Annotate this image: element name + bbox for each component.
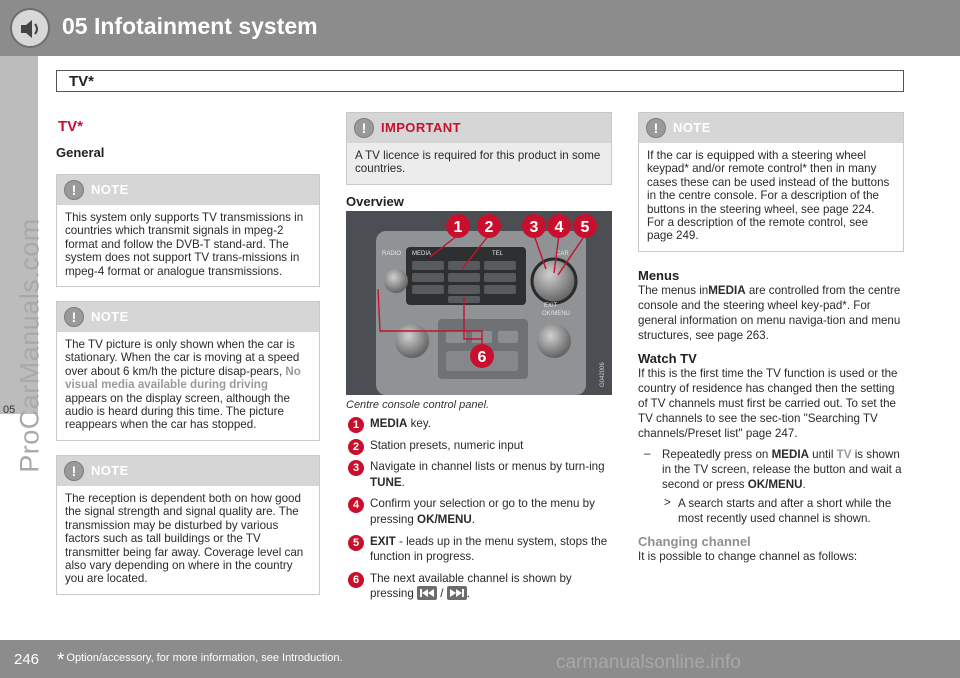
list-item (346, 571, 612, 602)
note-box-1 (56, 174, 320, 287)
callout-6: 6 (477, 349, 487, 366)
paragraph-text: until (808, 447, 837, 461)
step-dash: – (644, 446, 651, 460)
callout-badge: 3 (348, 460, 364, 476)
section-title-box (56, 70, 904, 92)
key-name: TUNE (370, 475, 402, 489)
exclamation-icon: ! (354, 118, 374, 138)
list-item (346, 459, 612, 490)
side-watermark: ProCarManuals.com (14, 218, 45, 473)
item-text: Station presets, numeric input (370, 438, 524, 452)
callout-2: 2 (484, 219, 494, 236)
callout-badge: 4 (348, 497, 364, 513)
callout-3: 3 (529, 219, 539, 236)
footnote-text: Option/accessory, for more information, see Introduction. (66, 652, 343, 664)
callout-badge: 6 (348, 572, 364, 588)
callout-badge: 5 (348, 535, 364, 551)
note-label: NOTE (91, 309, 129, 325)
watch-tv-paragraph: If this is the first time the TV function is used or the country of residence has changed then the setting of TV channels must first be carried out. To set the TV channels to see the sec-tion "Searching TV channels/Preset list" page 247. (638, 366, 898, 440)
overview-heading: Overview (346, 194, 404, 209)
callout-badge: 2 (348, 439, 364, 455)
chapter-header-bar (0, 0, 960, 56)
note-text-part: The TV picture is only shown when the car is stationary. When the car is moving at a speed over about 6 km/h the picture disap-pears, (65, 338, 300, 378)
skip-back-icon (417, 586, 437, 600)
item-text: . (466, 587, 470, 601)
note-text: This system only supports TV transmissions in countries which transmit signals in mpeg-2 format and follow the DVB-T stand-ard. The system does not support TV trans-missions in mpeg-4 format or analogue transmissions. (65, 211, 304, 278)
note-text (57, 332, 319, 440)
note-box-4 (638, 112, 904, 252)
note-text-part: appears on the display screen, although the audio is heard during this time. The picture reappears when the car has stopped. (65, 391, 290, 432)
list-item (346, 534, 612, 565)
key-name: MEDIA (708, 283, 746, 297)
radio-button-label: RADIO (382, 251, 402, 257)
important-text: A TV licence is required for this product in some countries. (355, 149, 601, 176)
side-chapter-number: 05 (3, 404, 16, 416)
list-item (346, 416, 612, 432)
important-label: IMPORTANT (381, 120, 461, 135)
paragraph-text: Repeatedly press on (662, 447, 772, 461)
note-header (57, 175, 319, 205)
changing-channel-text: It is possible to change channel as follows: (638, 549, 858, 563)
media-button-label: MEDIA (412, 251, 432, 257)
callout-5: 5 (580, 219, 590, 236)
display-message: TV (836, 447, 852, 461)
note-box-2 (56, 301, 320, 441)
page-number: 246 (14, 651, 40, 668)
key-name: EXIT (370, 534, 396, 548)
item-text: / (437, 587, 447, 601)
tel-button-label: TEL (492, 251, 504, 257)
figure-caption: Centre console control panel. (346, 399, 490, 411)
callout-badge: 1 (348, 417, 364, 433)
menus-paragraph (638, 283, 904, 343)
result-marker: > (664, 495, 671, 509)
car-button-label: CAR (556, 251, 569, 257)
exit-button-label: EXIT (544, 303, 558, 309)
paragraph-text: are controlled from the centre console and the steering wheel key-pad*. For general information on menu naviga-tion and menu structures, see page 263. (638, 283, 901, 342)
note-header (639, 113, 903, 143)
note-label: NOTE (91, 182, 129, 197)
exclamation-icon: ! (646, 118, 666, 138)
note-label: NOTE (91, 462, 129, 478)
footnote (57, 650, 343, 672)
watch-tv-heading: Watch TV (638, 350, 697, 366)
item-text: . (401, 475, 405, 489)
image-code: G042006 (600, 362, 606, 387)
important-box (346, 112, 612, 185)
item-text: - leads up in the menu system, stops the function in progress. (370, 534, 608, 564)
exclamation-icon: ! (64, 461, 84, 481)
key-name: OK/MENU (747, 477, 803, 491)
note-box-3 (56, 455, 320, 595)
column-right (638, 112, 904, 564)
column-middle (346, 112, 612, 612)
step-result (662, 496, 904, 526)
note-header (57, 302, 319, 332)
menus-heading: Menus (638, 267, 680, 283)
general-heading: General (56, 145, 105, 160)
item-text: Confirm your selection or go to the menu by pressing (370, 497, 595, 526)
important-header (347, 113, 611, 143)
paragraph-text: . (802, 477, 806, 491)
item-text: . (471, 512, 476, 526)
key-name: MEDIA (771, 447, 809, 461)
paragraph-text: The menus in (638, 283, 709, 297)
speaker-icon (10, 8, 50, 48)
skip-forward-icon (447, 586, 467, 600)
paragraph-text: is shown in the TV screen, release the button and wait a second or press (662, 447, 902, 491)
page-footer (0, 640, 960, 678)
item-text: The next available channel is shown by pressing (370, 571, 572, 601)
okmenu-button-label: OK/MENU (542, 311, 571, 317)
footer-watermark: carmanualsonline.info (556, 652, 741, 673)
note-header (57, 456, 319, 486)
page-title: TV* (58, 118, 84, 135)
item-text: Navigate in channel lists or menus by turn-ing (370, 460, 605, 474)
result-text: A search starts and after a short while the most recently used channel is shown. (678, 496, 892, 525)
note-label: NOTE (673, 120, 711, 135)
procedure-step (638, 447, 904, 526)
list-item (346, 438, 612, 454)
column-left (56, 112, 320, 595)
console-photo (346, 211, 612, 395)
note-text: The reception is dependent both on how good the signal strength and signal quality are. The transmission may be disturbed by various factors such as tall buildings or the TV transmitter being far away. Coverage level can also vary depending on where in the country you are located. (65, 491, 304, 586)
exclamation-icon: ! (64, 307, 84, 327)
exclamation-icon: ! (64, 180, 84, 200)
section-title: TV* (69, 73, 95, 90)
chapter-title: 05 Infotainment system (62, 13, 318, 39)
footnote-star: * (57, 650, 65, 671)
display-message: No visual media available during driving (65, 364, 301, 392)
callout-1: 1 (453, 219, 463, 236)
key-name: OK/MENU (417, 512, 472, 526)
changing-channel-heading: Changing channel (638, 533, 751, 549)
item-text: key. (407, 417, 431, 430)
step-text (662, 447, 904, 492)
note-text: If the car is equipped with a steering wheel keypad* and/or remote control* then in many cases these can be used instead of the buttons in the centre console. For a description of the buttons in the steering wheel, see page 224. For a description of the remote control, see page 249. (647, 149, 890, 243)
list-item (346, 496, 612, 527)
callout-list (346, 416, 612, 602)
key-name: MEDIA (370, 417, 408, 430)
callout-4: 4 (554, 219, 564, 236)
